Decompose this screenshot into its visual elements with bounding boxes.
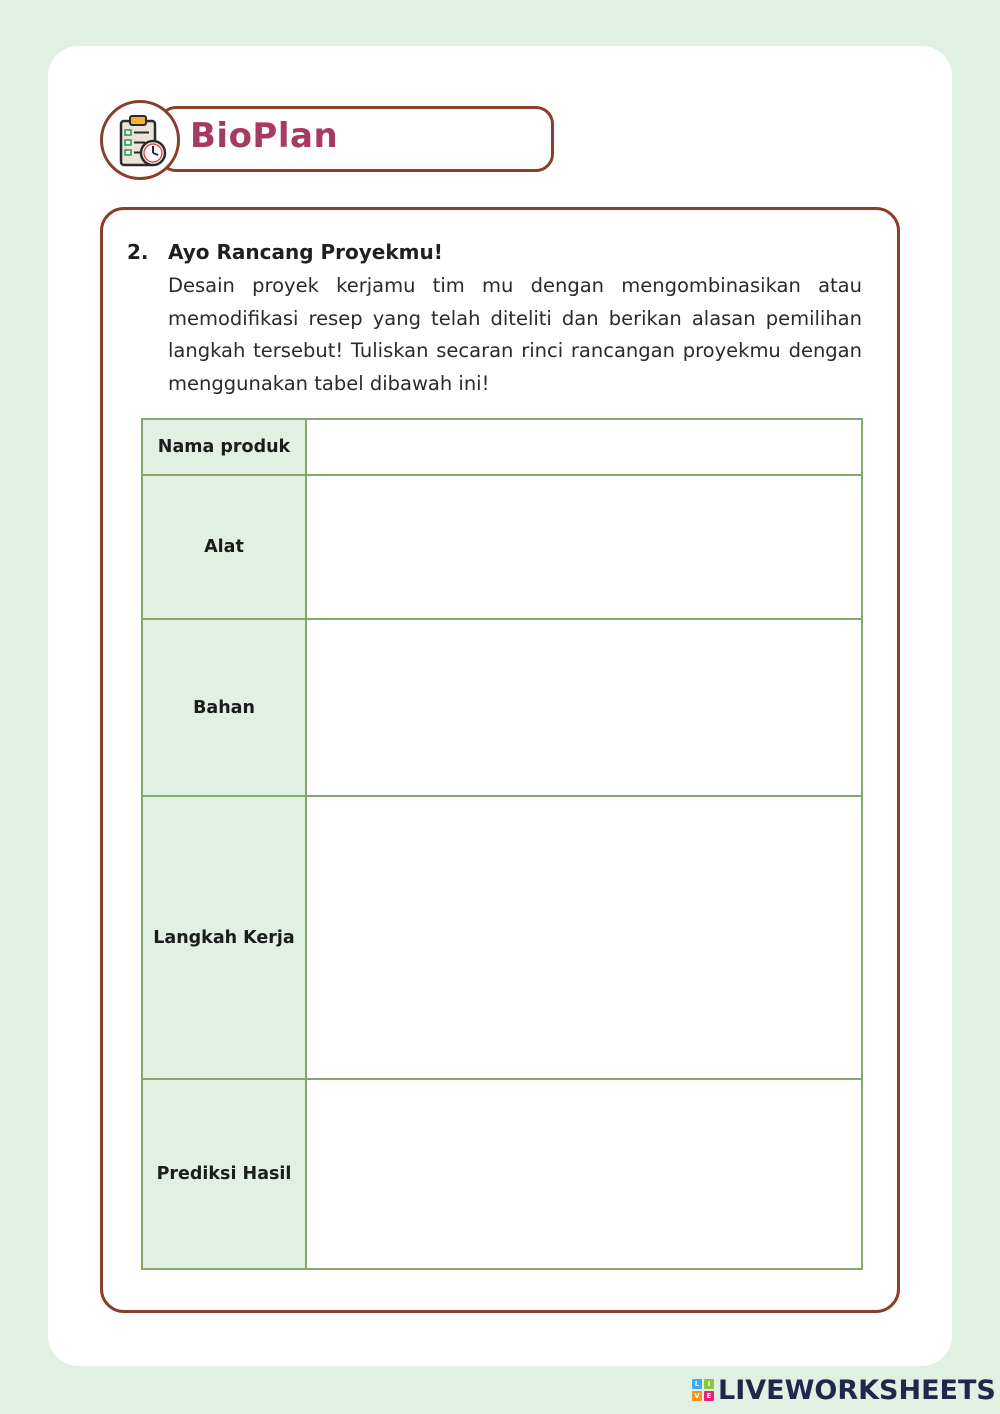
answer-prediksi-hasil[interactable] <box>306 1079 862 1269</box>
liveworksheets-mark-icon: L I V E <box>692 1379 714 1401</box>
row-label-nama-produk: Nama produk <box>142 419 306 475</box>
table-row <box>142 619 862 796</box>
table-row <box>142 796 862 1079</box>
table-row <box>142 475 862 619</box>
row-label-alat: Alat <box>142 475 306 619</box>
table-row <box>142 1079 862 1269</box>
question-number: 2. <box>127 240 149 264</box>
answer-nama-produk[interactable] <box>306 419 862 475</box>
answer-alat[interactable] <box>306 475 862 619</box>
question-title: Ayo Rancang Proyekmu! <box>168 240 443 264</box>
answer-bahan[interactable] <box>306 619 862 796</box>
clipboard-clock-icon <box>115 113 171 171</box>
header-icon-circle <box>100 100 180 180</box>
answer-langkah-kerja[interactable] <box>306 796 862 1079</box>
row-label-langkah-kerja: Langkah Kerja <box>142 796 306 1079</box>
row-label-prediksi-hasil: Prediksi Hasil <box>142 1079 306 1269</box>
question-instructions: Desain proyek kerjamu tim mu dengan mengombinasikan atau memodifikasi resep yang telah diteliti dan berikan alasan pemilihan langkah tersebut! Tuliskan secaran rinci rancangan proyekmu dengan menggunakan tabel dibawah ini! <box>168 274 862 395</box>
row-label-bahan: Bahan <box>142 619 306 796</box>
liveworksheets-brand: LIVEWORKSHEETS <box>718 1374 996 1406</box>
project-plan-table <box>141 418 863 1270</box>
page-title: BioPlan <box>190 116 339 156</box>
liveworksheets-logo[interactable] <box>692 1373 996 1407</box>
table-row <box>142 419 862 475</box>
